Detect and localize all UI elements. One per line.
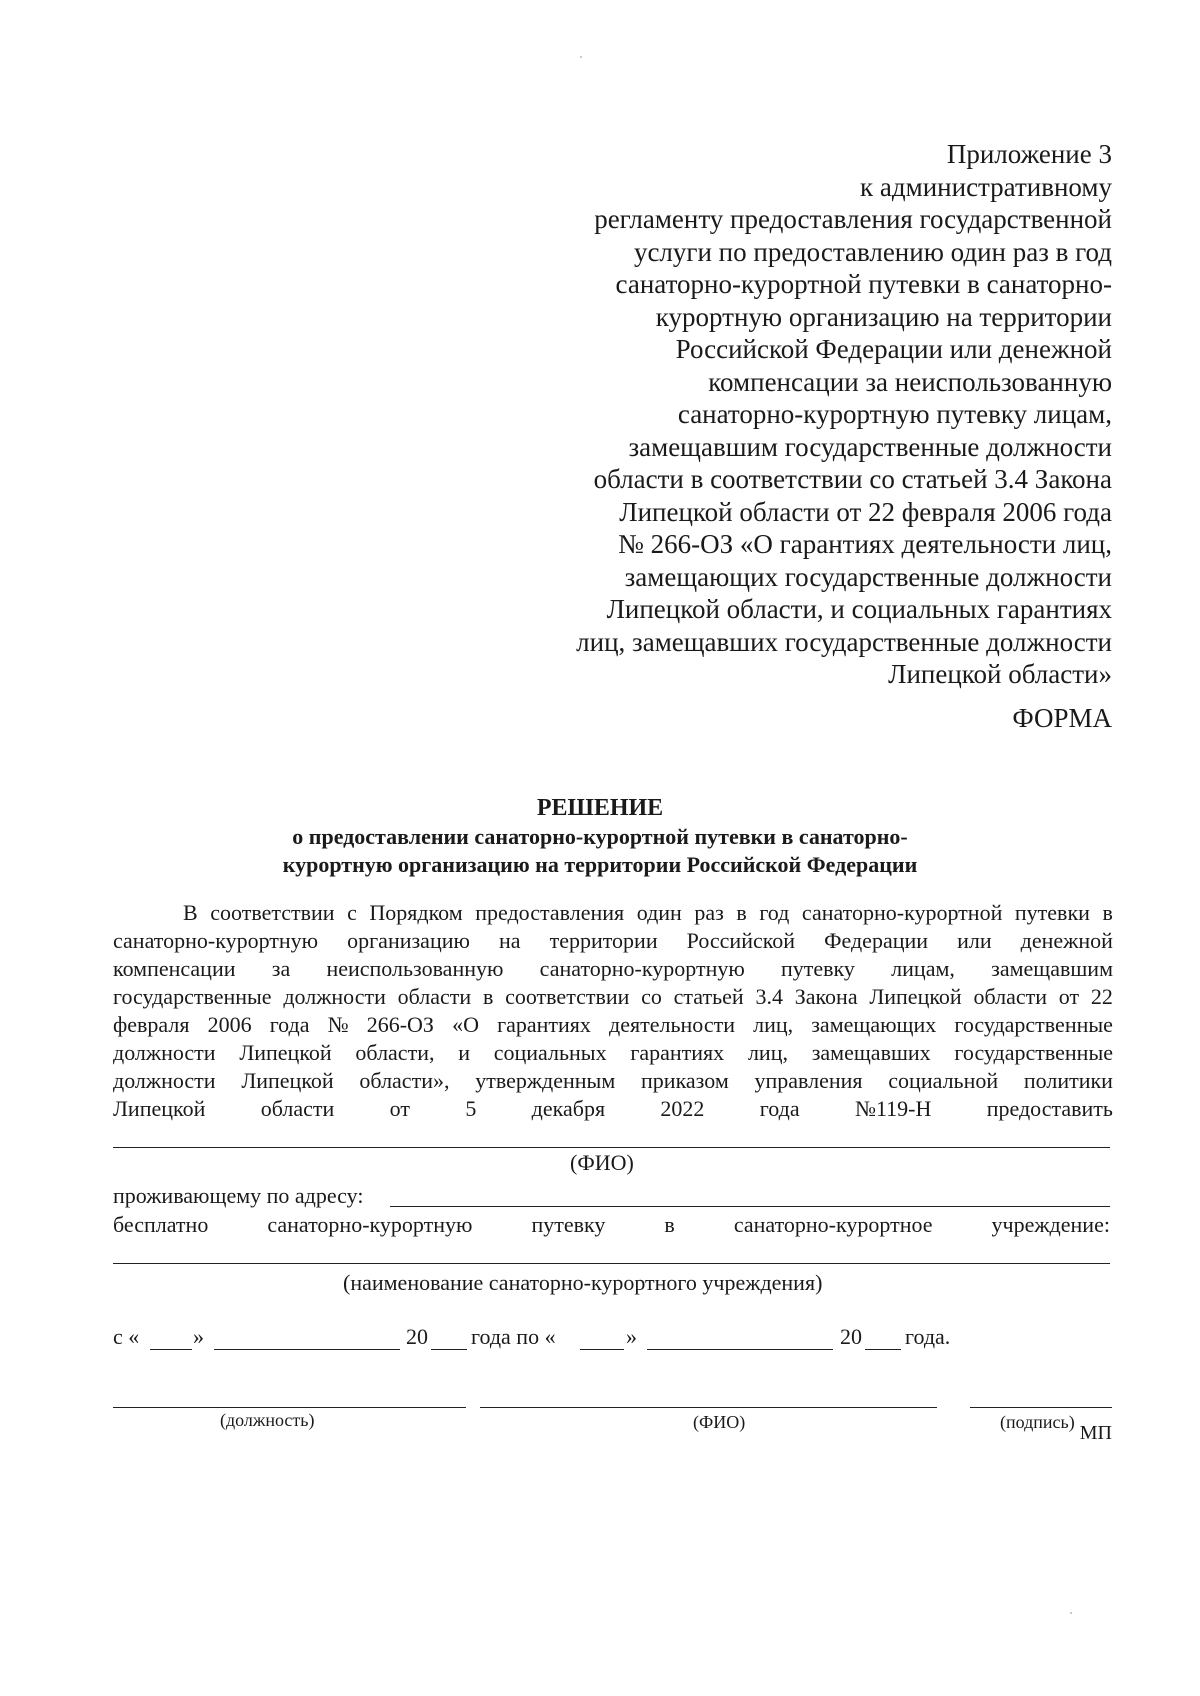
paragraph-line	[113, 1039, 1113, 1067]
paragraph-word: В	[183, 900, 198, 925]
paragraph-word: гарантиях	[630, 1040, 725, 1065]
decision-title-block	[0, 793, 1200, 879]
paragraph-word: государственные	[954, 1012, 1113, 1037]
signature-blank-line[interactable]	[970, 1407, 1112, 1408]
appendix-line: Липецкой области от 22 февраля 2006 года	[619, 496, 1112, 527]
date-from-close: »	[193, 1324, 204, 1349]
decision-subtitle-line: о предоставлении санаторно-курортной путевки в санаторно-	[292, 824, 908, 849]
paragraph-word: год	[759, 900, 790, 925]
paragraph-word: или	[957, 928, 992, 953]
appendix-line: компенсации за неиспользованную	[708, 366, 1112, 397]
paragraph-word: должности	[283, 984, 386, 1009]
appendix-header	[552, 138, 1112, 691]
paragraph-word: неиспользованную	[326, 956, 504, 981]
appendix-line: замещающих государственные должности	[624, 561, 1112, 592]
paragraph-word: года	[269, 1012, 310, 1037]
paragraph-word: путевку	[781, 956, 855, 981]
appendix-line: к административному	[860, 171, 1112, 202]
appendix-line: услуги по предоставлению один раз в год	[633, 236, 1112, 267]
paragraph-word: предоставления	[475, 900, 625, 925]
paragraph-word: лицам,	[891, 956, 955, 981]
appendix-line: курортную организацию на территории	[655, 301, 1112, 332]
paragraph-word: предоставить	[986, 1096, 1113, 1121]
paragraph-word: Липецкой	[241, 1068, 334, 1093]
date-to-month-blank[interactable]	[647, 1349, 833, 1350]
paragraph-word: Федерации	[824, 928, 929, 953]
paragraph-word: Закона	[794, 984, 858, 1009]
paragraph-word: государственные	[113, 984, 272, 1009]
paragraph-word: года	[759, 1096, 800, 1121]
paragraph-word: от	[1058, 984, 1080, 1009]
free-word: учреждение:	[991, 1212, 1110, 1237]
decision-paragraph	[113, 899, 1113, 1123]
paragraph-word: №119-Н	[854, 1096, 932, 1121]
paragraph-word: области	[973, 984, 1047, 1009]
decision-subtitle-line: курортную организацию на территории Российской Федерации	[282, 852, 918, 877]
date-from-day-blank[interactable]	[150, 1349, 192, 1350]
paragraph-word: Липецкой	[113, 1096, 206, 1121]
paragraph-word: социальных	[493, 1040, 607, 1065]
paragraph-line	[113, 1067, 1113, 1095]
free-voucher-line	[113, 1212, 1110, 1238]
date-to-prefix: года по «	[471, 1324, 556, 1349]
paragraph-word: политики	[1023, 1068, 1113, 1093]
appendix-line: санаторно-курортной путевки в санаторно-	[615, 269, 1112, 299]
paragraph-word: должности	[113, 1040, 216, 1065]
signature-caption: (подпись)	[1000, 1412, 1075, 1432]
date-to-year-blank[interactable]	[865, 1349, 901, 1350]
paragraph-word: соответствии	[505, 984, 630, 1009]
paragraph-word: соответствии	[210, 900, 335, 925]
appendix-line: Липецкой области»	[888, 659, 1112, 689]
paragraph-word: санаторно-курортную	[113, 928, 319, 953]
paragraph-word: за	[271, 956, 291, 981]
paragraph-word: «О	[452, 1012, 479, 1037]
paragraph-word: с	[347, 900, 357, 925]
signer-fio-blank-line[interactable]	[480, 1407, 937, 1408]
paragraph-line	[113, 927, 1113, 955]
paragraph-word: денежной	[1020, 928, 1113, 953]
free-word: санаторно-курортную	[267, 1212, 473, 1237]
paragraph-word: 3.4	[755, 984, 783, 1009]
paragraph-word: территории	[549, 928, 658, 953]
appendix-line: № 266-ОЗ «О гарантиях деятельности лиц,	[618, 529, 1112, 559]
date-to-close: »	[626, 1324, 637, 1349]
paragraph-line	[113, 899, 1113, 927]
paragraph-word: раз	[694, 900, 724, 925]
paragraph-line	[113, 1095, 1113, 1123]
paragraph-word: 266-ОЗ	[366, 1012, 434, 1037]
paragraph-word: деятельности	[609, 1012, 735, 1037]
decision-title: РЕШЕНИЕ	[536, 795, 664, 821]
appendix-line: Российской Федерации или денежной	[675, 334, 1112, 364]
appendix-line: лиц, замещавших государственные должности	[576, 626, 1112, 657]
appendix-line: санаторно-курортную путевку лицам,	[677, 399, 1112, 429]
paragraph-word: статьей	[673, 984, 744, 1009]
paragraph-line	[113, 983, 1113, 1011]
paragraph-word: Липецкой	[239, 1040, 332, 1065]
paragraph-word: на	[498, 928, 521, 953]
date-to-year-prefix: 20	[840, 1324, 862, 1349]
date-to-year-word: года.	[905, 1324, 951, 1349]
paragraph-word: февраля	[113, 1012, 190, 1037]
paragraph-word: управления	[754, 1068, 863, 1093]
paragraph-word: социальной	[888, 1068, 999, 1093]
paragraph-word: Липецкой	[869, 984, 962, 1009]
paragraph-word: декабря	[531, 1096, 606, 1121]
paragraph-word: один	[636, 900, 682, 925]
stamp-label: МП	[1079, 1422, 1112, 1444]
date-to-day-blank[interactable]	[580, 1349, 624, 1350]
paragraph-word: 22	[1090, 984, 1113, 1009]
paragraph-word: компенсации	[113, 956, 236, 981]
paragraph-word: путевки	[1014, 900, 1090, 925]
appendix-line: Липецкой области, и социальных гарантиях	[606, 594, 1112, 624]
free-word: бесплатно	[113, 1212, 209, 1237]
paragraph-word: замещающих	[811, 1012, 937, 1037]
paragraph-word: Порядком	[369, 900, 463, 925]
paragraph-word: приказом	[641, 1068, 729, 1093]
paragraph-word: должности	[113, 1068, 216, 1093]
paragraph-line	[113, 1011, 1113, 1039]
paragraph-word: организацию	[347, 928, 470, 953]
paragraph-word: замещавших	[811, 1040, 931, 1065]
paragraph-word: утвержденным	[475, 1068, 616, 1093]
position-blank-line[interactable]	[113, 1407, 466, 1408]
free-word: санаторно-курортное	[733, 1212, 933, 1237]
signer-fio-caption: (ФИО)	[693, 1412, 746, 1432]
free-word: в	[664, 1212, 675, 1237]
paragraph-word: области»,	[359, 1068, 450, 1093]
date-from-prefix: с «	[113, 1324, 140, 1349]
institution-blank-line[interactable]	[113, 1263, 1110, 1264]
forma-label: ФОРМА	[1012, 703, 1112, 733]
appendix-line: Приложение 3	[946, 139, 1112, 169]
date-from-month-blank[interactable]	[214, 1349, 400, 1350]
fio-blank-line[interactable]	[113, 1147, 1110, 1148]
paragraph-word: 2022	[660, 1096, 705, 1121]
paragraph-word: от	[389, 1096, 410, 1121]
position-caption: (должность)	[220, 1410, 315, 1430]
paragraph-word: области	[397, 984, 472, 1009]
date-from-year-prefix: 20	[406, 1324, 428, 1349]
paragraph-line	[113, 955, 1113, 983]
free-word: путевку	[531, 1212, 606, 1237]
paragraph-word: области	[260, 1096, 335, 1121]
paragraph-word: гарантиях	[497, 1012, 591, 1037]
appendix-line: регламенту предоставления государственной	[594, 204, 1112, 234]
paragraph-word: и	[458, 1040, 470, 1065]
paragraph-word: в	[482, 984, 494, 1009]
paragraph-word: со	[641, 984, 662, 1009]
paragraph-word: лиц,	[753, 1012, 794, 1037]
paragraph-word: №	[327, 1012, 349, 1037]
paragraph-word: в	[736, 900, 747, 925]
appendix-line: области в соответствии со статьей 3.4 Закона	[593, 464, 1112, 494]
paragraph-word: замещавшим	[991, 956, 1113, 981]
paragraph-word: Российской	[686, 928, 796, 953]
paragraph-word: области,	[355, 1040, 435, 1065]
date-from-year-blank[interactable]	[431, 1349, 467, 1350]
paragraph-word: государственные	[954, 1040, 1113, 1065]
paragraph-word: лиц,	[747, 1040, 788, 1065]
paragraph-word: санаторно-курортной	[801, 900, 1003, 925]
scan-speck	[580, 56, 582, 58]
appendix-line: замещавшим государственные должности	[628, 431, 1112, 462]
paragraph-word: санаторно-курортную	[539, 956, 745, 981]
address-label: проживающему по адресу:	[113, 1183, 364, 1208]
address-blank-line[interactable]	[390, 1206, 1110, 1207]
paragraph-word: 5	[465, 1096, 477, 1121]
paragraph-word: 2006	[207, 1012, 252, 1037]
scan-speck	[1070, 1612, 1072, 1614]
institution-caption: (наименование санаторно-курортного учреждения)	[343, 1270, 823, 1295]
paragraph-word: в	[1102, 900, 1113, 925]
fio-caption: (ФИО)	[570, 1150, 634, 1175]
